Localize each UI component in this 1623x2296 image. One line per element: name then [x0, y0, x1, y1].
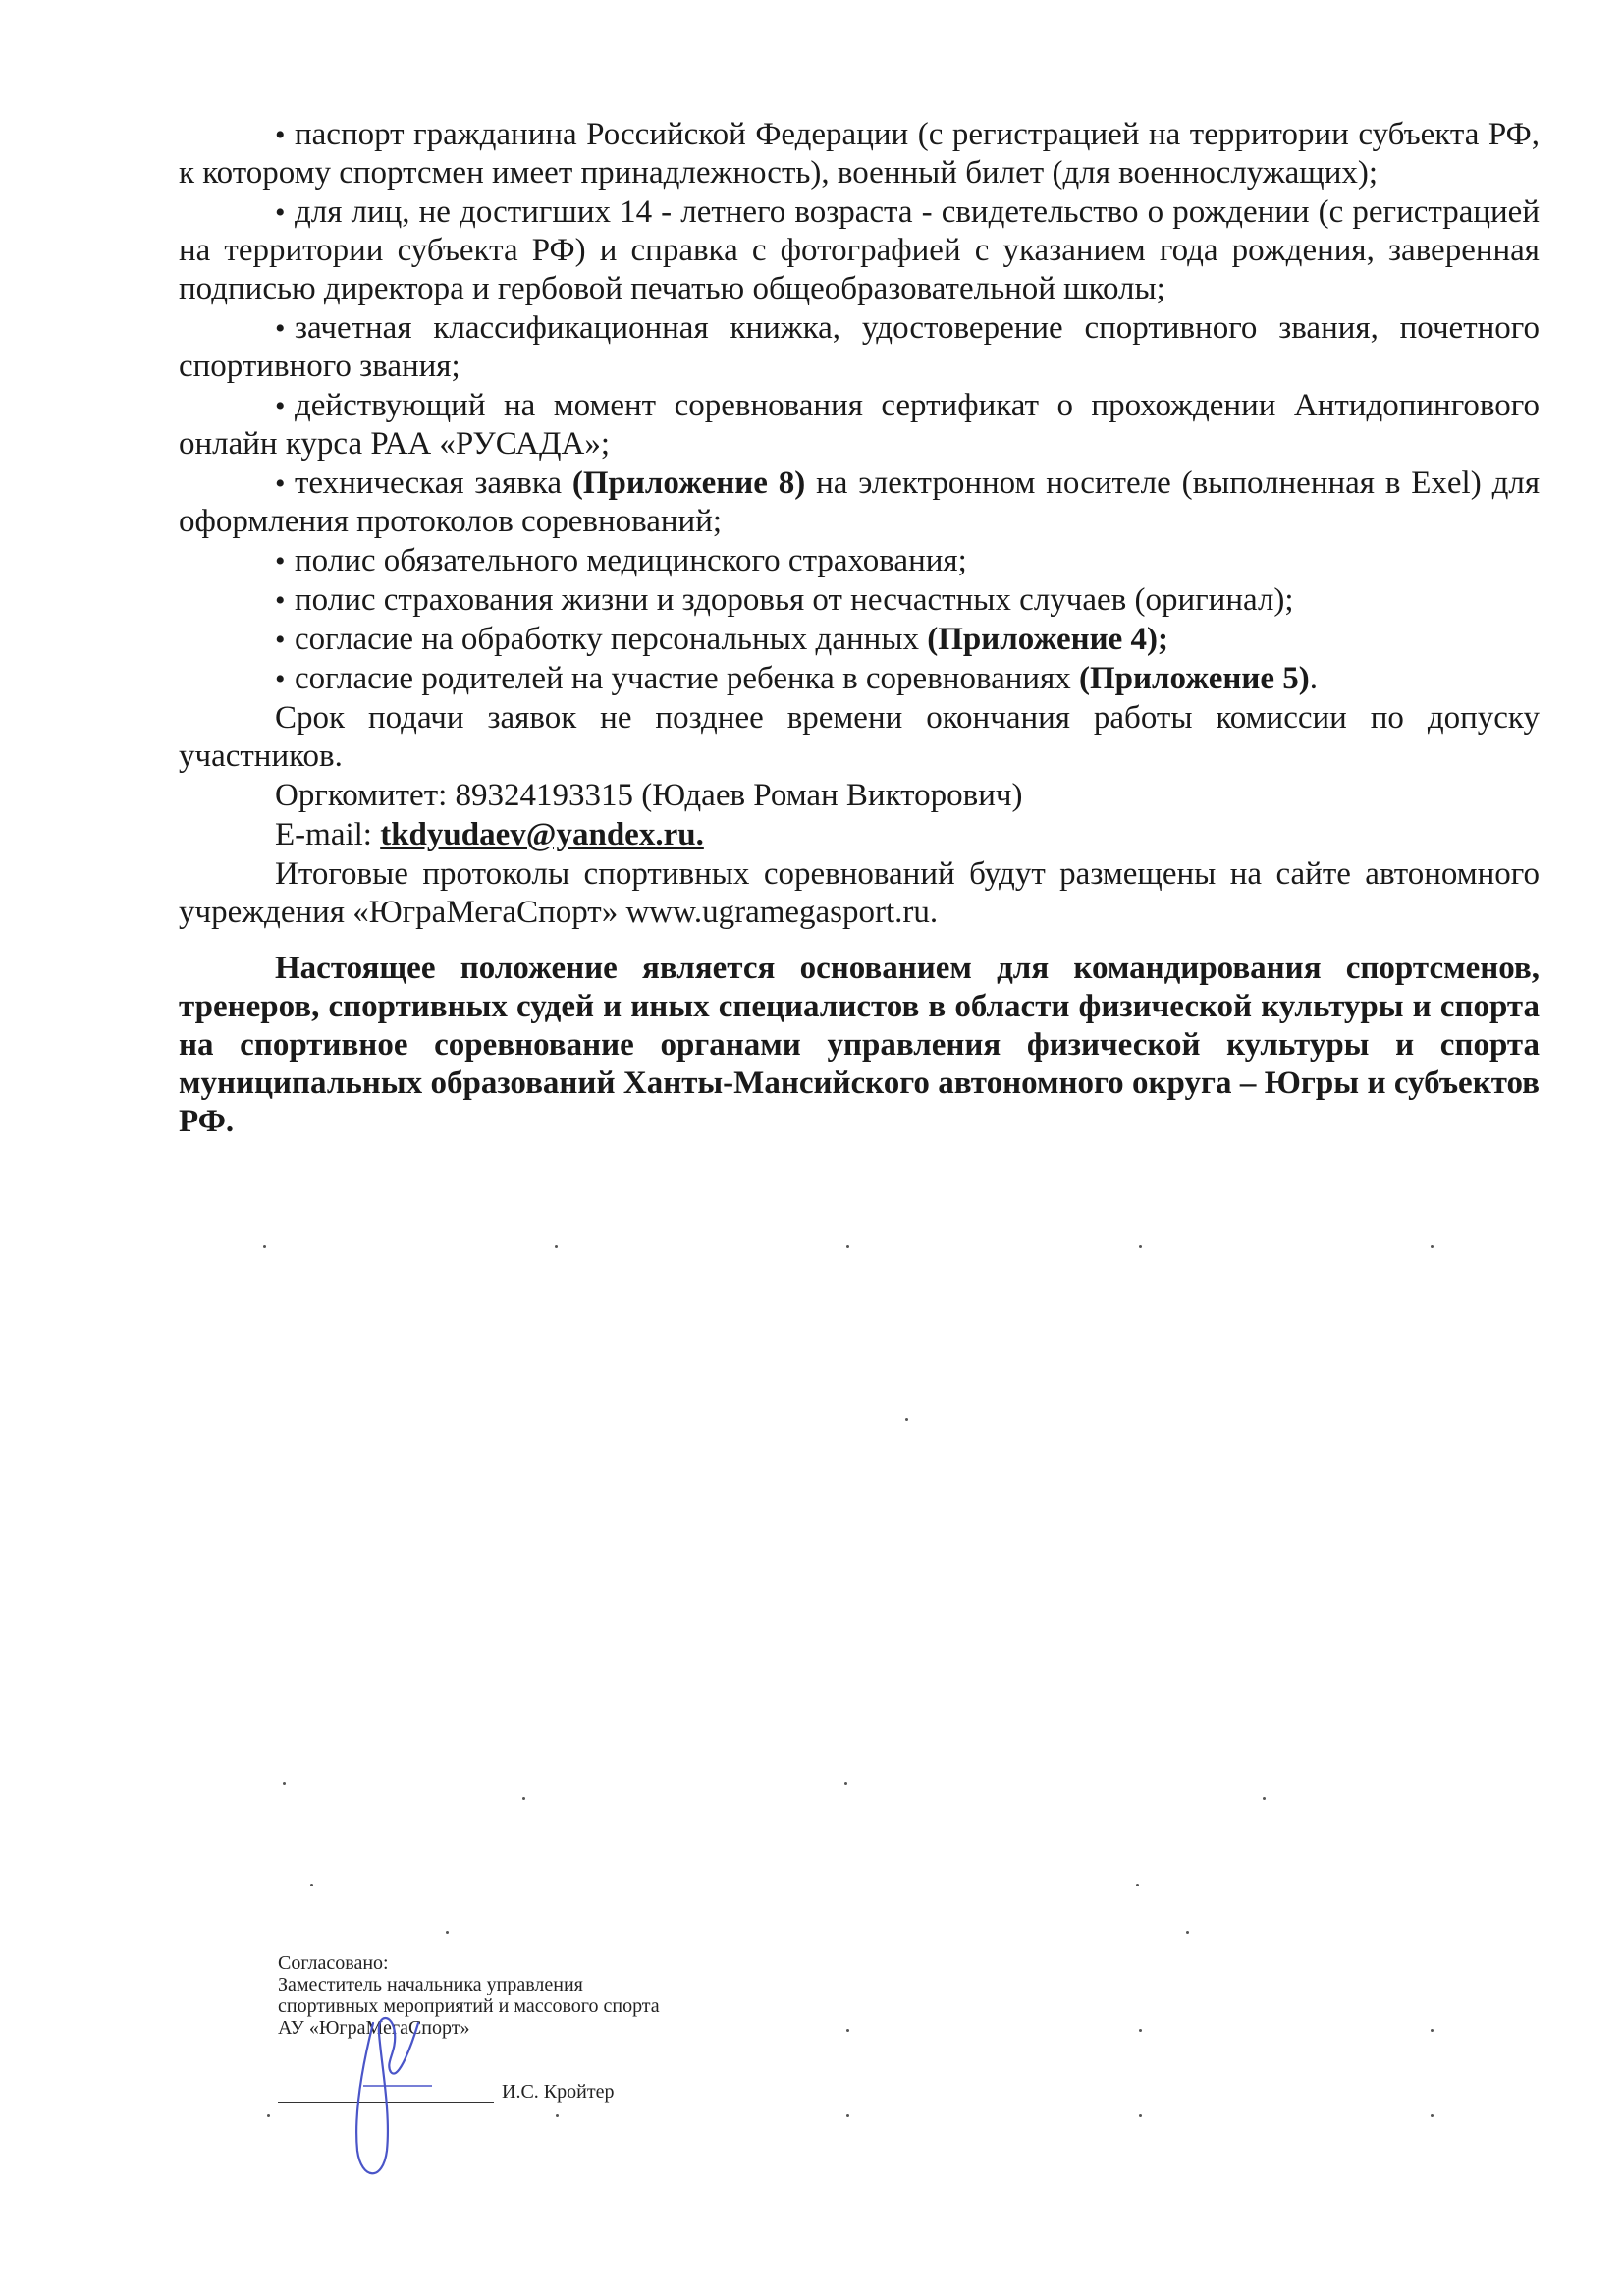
scan-speck — [1186, 1931, 1189, 1934]
final-statement: Настоящее положение является основанием для командирования спортсменов, тренеров, спортивных судей и иных специалистов в области физической культуры и спорта на спортивное соревнование органами управления физической культуры и спорта муниципальных образований Ханты-Мансийского автономного округа – Югры и субъектов РФ. — [179, 951, 1540, 1139]
document-body — [179, 116, 1540, 1174]
list-item: • паспорт гражданина Российской Федерации (с регистрацией на территории субъекта РФ, к которому спортсмен имеет принадлежность), военный билет (для военнослужащих); — [179, 117, 1540, 191]
email-link[interactable]: tkdyudaev@yandex.ru. — [380, 817, 704, 852]
scan-speck — [522, 1797, 525, 1800]
scan-speck — [283, 1782, 286, 1785]
bullet-icon: • — [275, 312, 286, 345]
bullet-icon: • — [275, 196, 286, 229]
bullet-icon: • — [275, 663, 286, 695]
email-line — [179, 816, 1540, 854]
email-label: E-mail: — [275, 817, 381, 852]
scan-speck — [263, 1245, 266, 1248]
scan-speck — [1431, 2029, 1434, 2032]
signature-stroke — [356, 2018, 418, 2173]
org-committee-text: Оргкомитет: 89324193315 (Юдаев Роман Викторович) — [275, 778, 1023, 813]
protocols-text: Итоговые протоколы спортивных соревнований будут размещены на сайте автономного учреждения «ЮграМегаСпорт» www.ugramegasport.ru. — [179, 856, 1540, 930]
list-item: • согласие на обработку персональных данных (Приложение 4); — [275, 622, 1169, 657]
bullet-icon: • — [275, 584, 286, 617]
approval-line: спортивных мероприятий и массового спорта — [278, 1995, 660, 2017]
scan-speck — [310, 1884, 313, 1886]
scan-speck — [555, 1245, 558, 1248]
signature-row — [278, 2081, 614, 2103]
list-item: • действующий на момент соревнования сертификат о прохождении Антидопингового онлайн курса РАА «РУСАДА»; — [179, 388, 1540, 462]
scan-speck — [1139, 2029, 1142, 2032]
scan-speck — [844, 1782, 847, 1785]
list-item: • полис обязательного медицинского страхования; — [275, 543, 967, 578]
scan-speck — [446, 1931, 449, 1934]
bullet-icon: • — [275, 545, 286, 577]
bullet-icon: • — [275, 390, 286, 422]
bullet-icon: • — [275, 624, 286, 656]
scan-speck — [556, 2114, 559, 2117]
list-item: • зачетная классификационная книжка, удостоверение спортивного звания, почетного спортивного звания; — [179, 310, 1540, 384]
scan-speck — [1263, 1797, 1266, 1800]
scan-speck — [1431, 1245, 1434, 1248]
approval-line: Согласовано: — [278, 1952, 389, 1974]
scan-speck — [267, 2114, 270, 2117]
scan-speck — [1139, 1245, 1142, 1248]
list-item: • согласие родителей на участие ребенка в соревнованиях (Приложение 5). — [275, 661, 1319, 696]
scan-speck — [905, 1418, 908, 1421]
scan-speck — [1136, 1884, 1139, 1886]
bullet-icon: • — [275, 119, 286, 151]
list-item: • техническая заявка (Приложение 8) на электронном носителе (выполненная в Exel) для оформления протоколов соревнований; — [179, 465, 1541, 539]
bullet-icon: • — [275, 467, 286, 500]
scan-speck — [846, 2029, 849, 2032]
scan-speck — [1139, 2114, 1142, 2117]
scan-speck — [1431, 2114, 1434, 2117]
scan-speck — [846, 2114, 849, 2117]
list-item: • для лиц, не достигших 14 - летнего возраста - свидетельство о рождении (с регистрацией на территории субъекта РФ) и справка с фотографией с указанием года рождения, заверенная подписью директора и гербовой печатью общеобразовательной школы; — [179, 194, 1540, 306]
approval-line: Заместитель начальника управления — [278, 1974, 583, 1995]
scan-speck — [846, 1245, 849, 1248]
deadline-text: Срок подачи заявок не позднее времени окончания работы комиссии по допуску участников. — [179, 700, 1540, 774]
handwritten-signature — [334, 2003, 442, 2190]
approval-line: АУ «ЮграМегаСпорт» — [278, 2017, 470, 2039]
signer-name: И.С. Кройтер — [502, 2081, 615, 2103]
list-item: • полис страхования жизни и здоровья от несчастных случаев (оригинал); — [275, 582, 1294, 618]
